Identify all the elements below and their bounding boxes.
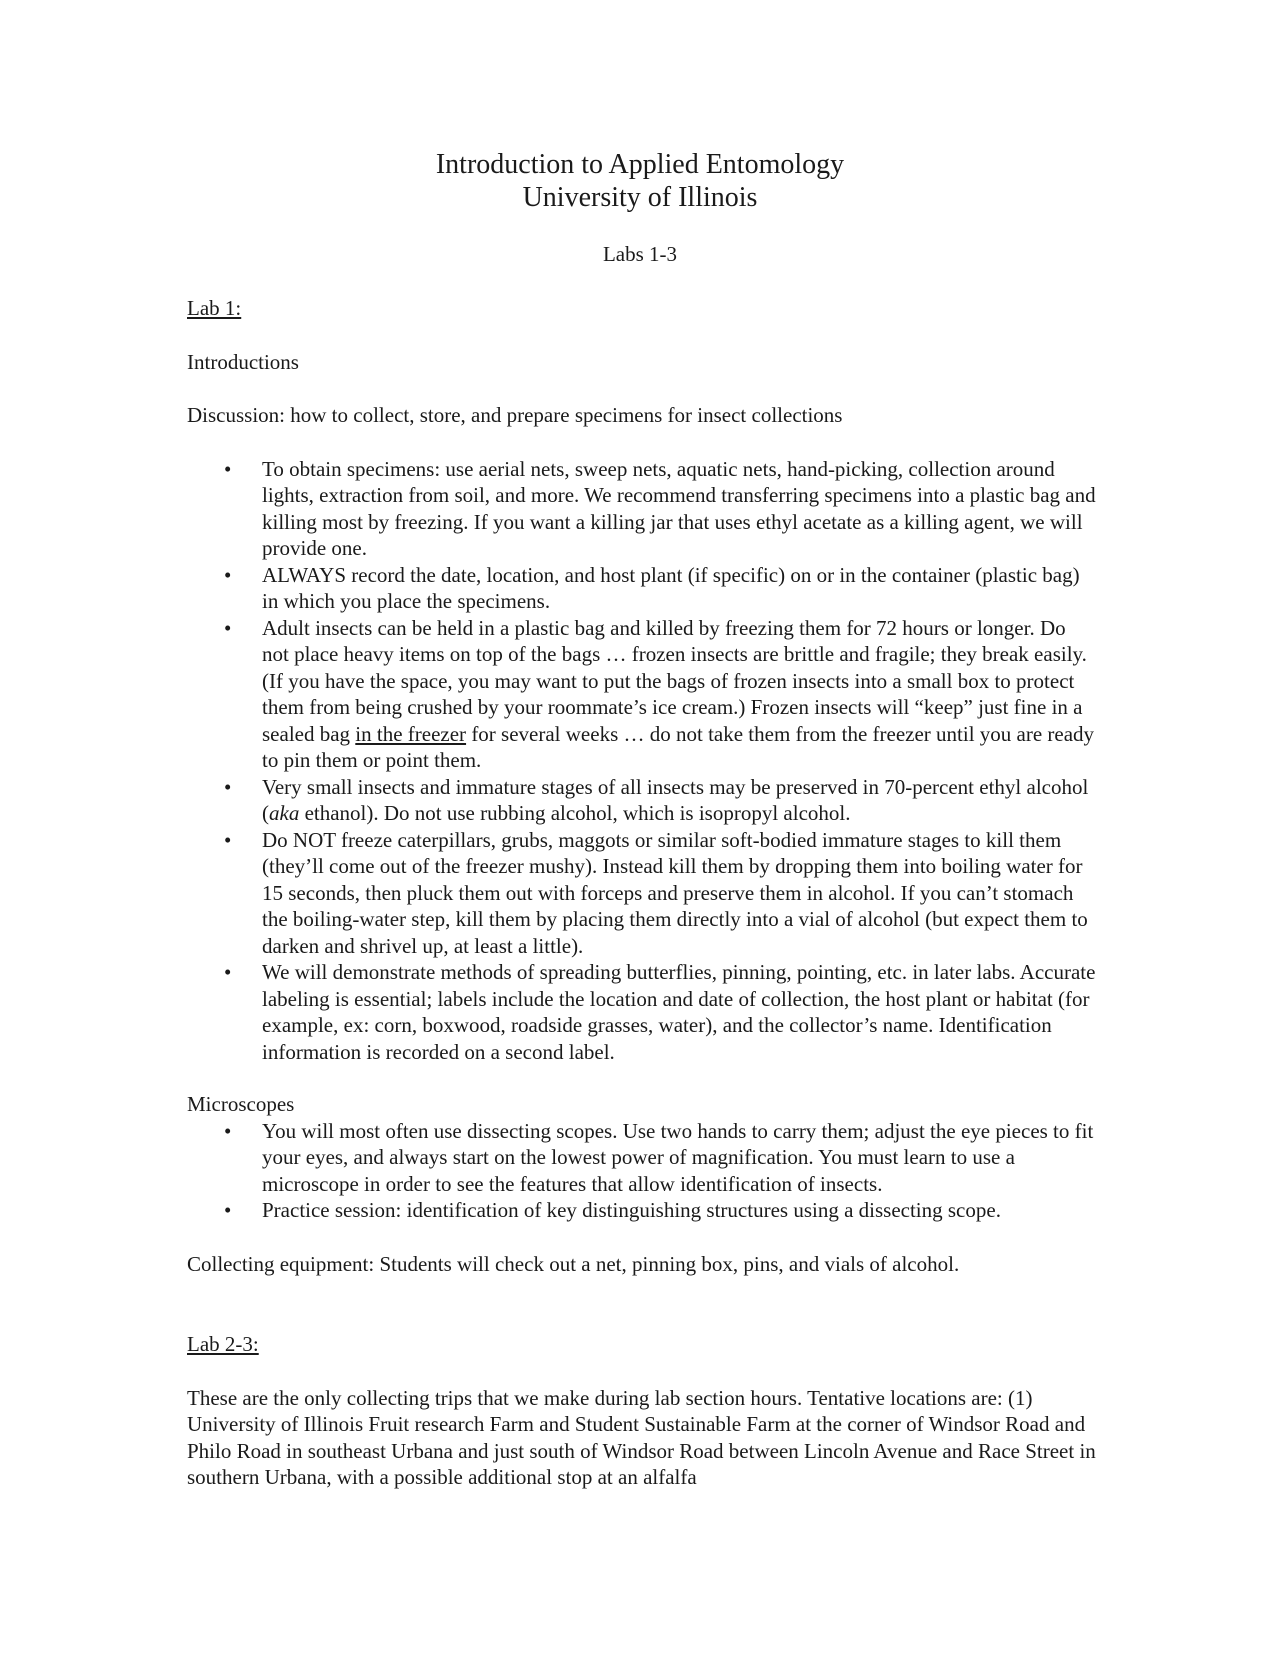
bullet-text: Do NOT freeze caterpillars, grubs, maggots or similar soft-bodied immature stages to kill them (they’ll come out of the freezer mushy). Instead kill them by dropping them into boiling water for 15 seconds, then pluck them out with forceps and preserve them in alcohol. If you can’t stomach the boiling-water step, kill them by placing them directly into a vial of alcohol (but expect them to darken and shrivel up, at least a little). [262, 827, 1088, 958]
specimen-bullet-list [187, 456, 1097, 1066]
underlined-phrase: in the freezer [355, 721, 467, 746]
discussion-text: Discussion: how to collect, store, and prepare specimens for insect collections [187, 403, 843, 427]
bullet-text-part: Very small insects and immature stages of all insects may be preserved in 70-percent ethyl alcohol ( [262, 774, 1089, 825]
list-item [187, 959, 1097, 1065]
microscope-bullet-list [187, 1118, 1097, 1224]
document-body [187, 295, 1097, 1491]
list-item [187, 1197, 1097, 1224]
introductions-text: Introductions [187, 349, 299, 374]
bullet-glyph: • [224, 615, 232, 640]
bullet-glyph: • [224, 774, 232, 799]
list-item [187, 827, 1097, 960]
list-item [187, 615, 1097, 774]
lab23-heading: Lab 2-3: [187, 1332, 259, 1356]
list-item [187, 774, 1097, 827]
italic-term: aka [269, 801, 300, 825]
bullet-text-part: for several weeks … do not take them from the freezer until you are ready to pin them or point them. [262, 721, 1095, 772]
bullet-text-part: ethanol). Do not use rubbing alcohol, which is isopropyl alcohol. [299, 801, 851, 825]
lab23-paragraph: These are the only collecting trips that we make during lab section hours. Tentative locations are: (1) University of Illinois Fruit research Farm and Student Sustainable Farm at the corner of Windsor Road and Philo Road in southeast Urbana and just south of Windsor Road between Lincoln Avenue and Race Street in southern Urbana, with a possible additional stop at an alfalfa [187, 1385, 1096, 1489]
equipment-text: Collecting equipment: Students will check out a net, pinning box, pins, and vials of alcohol. [187, 1251, 960, 1276]
institution-name: University of Illinois [522, 182, 758, 213]
document-title [0, 148, 1280, 214]
lab1-heading: Lab 1: [187, 296, 242, 320]
course-title: Introduction to Applied Entomology [435, 149, 845, 180]
bullet-glyph: • [224, 1198, 232, 1222]
bullet-text-part: Adult insects can be held in a plastic bag and killed by freezing them for 72 hours or longer. Do not place heavy items on top of the bags … frozen insects are brittle and fragile; they break easily. (If you have the space, you may want to put the bags of frozen insects into a small box to protect them from being crushed by your roommate’s ice cream.) Frozen insects will “keep” just fine in a sealed bag [262, 615, 1087, 746]
bullet-glyph: • [224, 960, 232, 984]
bullet-glyph: • [224, 456, 232, 481]
list-item [187, 456, 1097, 562]
bullet-glyph: • [224, 827, 232, 852]
bullet-text: ALWAYS record the date, location, and host plant (if specific) on or in the container (plastic bag) in which you place the specimens. [262, 562, 1080, 613]
microscopes-heading: Microscopes [187, 1092, 295, 1116]
list-item [187, 1118, 1097, 1198]
bullet-glyph: • [224, 562, 232, 587]
bullet-text: To obtain specimens: use aerial nets, sweep nets, aquatic nets, hand-picking, collection around lights, extraction from soil, and more. We recommend transferring specimens into a plastic bag and killing most by freezing. If you want a killing jar that uses ethyl acetate as a killing agent, we will provide one. [262, 456, 1096, 560]
bullet-text: Practice session: identification of key distinguishing structures using a dissecting scope. [262, 1198, 1001, 1222]
bullet-text: We will demonstrate methods of spreading butterflies, pinning, pointing, etc. in later labs. Accurate labeling is essential; labels include the location and date of collection, the host plant or habitat (for example, ex: corn, boxwood, roadside grasses, water), and the collector’s name. Identification information is recorded on a second label. [262, 960, 1096, 1064]
labs-subtitle: Labs 1-3 [602, 242, 678, 266]
bullet-text: You will most often use dissecting scopes. Use two hands to carry them; adjust the eye pieces to fit your eyes, and always start on the lowest power of magnification. You must learn to use a microscope in order to see the features that allow identification of insects. [262, 1118, 1094, 1196]
bullet-glyph: • [224, 1118, 232, 1143]
list-item [187, 562, 1097, 615]
